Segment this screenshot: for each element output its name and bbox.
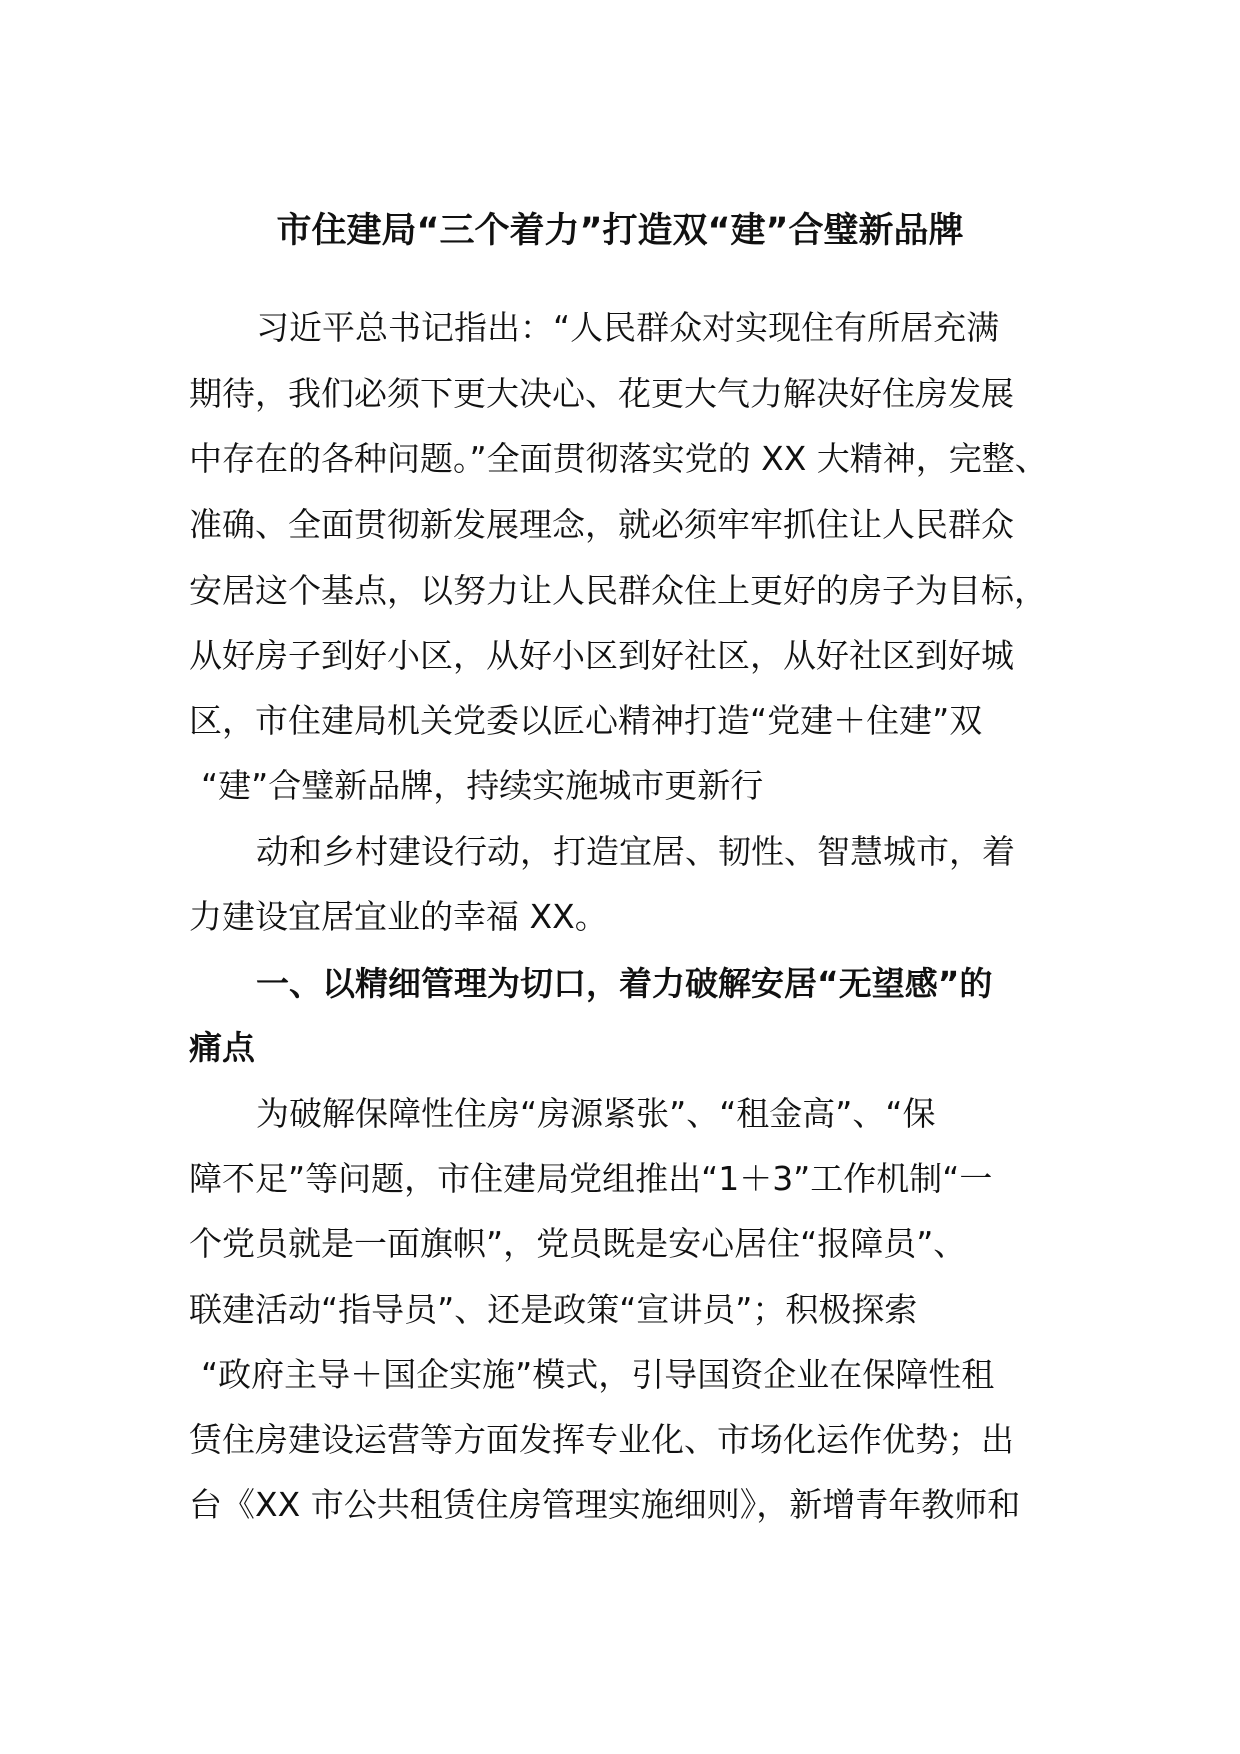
paragraph-line: 障不足”等问题，市住建局党组推出“1＋3”工作机制“一 xyxy=(189,1159,993,1198)
section-heading: 痛点 xyxy=(189,1028,255,1067)
paragraph-line: 动和乡村建设行动，打造宜居、韧性、智慧城市，着 xyxy=(256,832,1015,871)
paragraph-line: 为破解保障性住房“房源紧张”、“租金高”、“保 xyxy=(256,1094,936,1133)
paragraph-line: 期待，我们必须下更大决心、花更大气力解决好住房发展 xyxy=(189,374,1014,413)
paragraph-line: 联建活动“指导员”、还是政策“宣讲员”；积极探索 xyxy=(189,1290,918,1329)
paragraph-line: 个党员就是一面旗帜”，党员既是安心居住“报障员”、 xyxy=(189,1224,967,1263)
paragraph-line: 区，市住建局机关党委以匠心精神打造“党建＋住建”双 xyxy=(189,701,983,740)
paragraph-line: 准确、全面贯彻新发展理念，就必须牢牢抓住让人民群众 xyxy=(189,505,1014,544)
paragraph-line: 台《XX 市公共租赁住房管理实施细则》，新增青年教师和 xyxy=(189,1485,1021,1524)
paragraph-line: “建”合璧新品牌，持续实施城市更新行 xyxy=(201,766,764,805)
section-heading: 一、以精细管理为切口，着力破解安居“无望感”的 xyxy=(256,964,993,1003)
paragraph-line: 中存在的各种问题。”全面贯彻落实党的 XX 大精神，完整、 xyxy=(189,439,1048,478)
paragraph-line: 力建设宜居宜业的幸福 XX。 xyxy=(189,897,608,936)
document-title: 市住建局“三个着力”打造双“建”合璧新品牌 xyxy=(276,211,964,251)
paragraph-line: 赁住房建设运营等方面发挥专业化、市场化运作优势；出 xyxy=(189,1420,1014,1459)
paragraph-line: 习近平总书记指出：“人民群众对实现住有所居充满 xyxy=(256,308,1000,347)
paragraph-line: “政府主导＋国企实施”模式，引导国资企业在保障性租 xyxy=(201,1355,995,1394)
paragraph-line: 从好房子到好小区，从好小区到好社区，从好社区到好城 xyxy=(189,636,1014,675)
paragraph-line: 安居这个基点，以努力让人民群众住上更好的房子为目标， xyxy=(189,571,1047,610)
